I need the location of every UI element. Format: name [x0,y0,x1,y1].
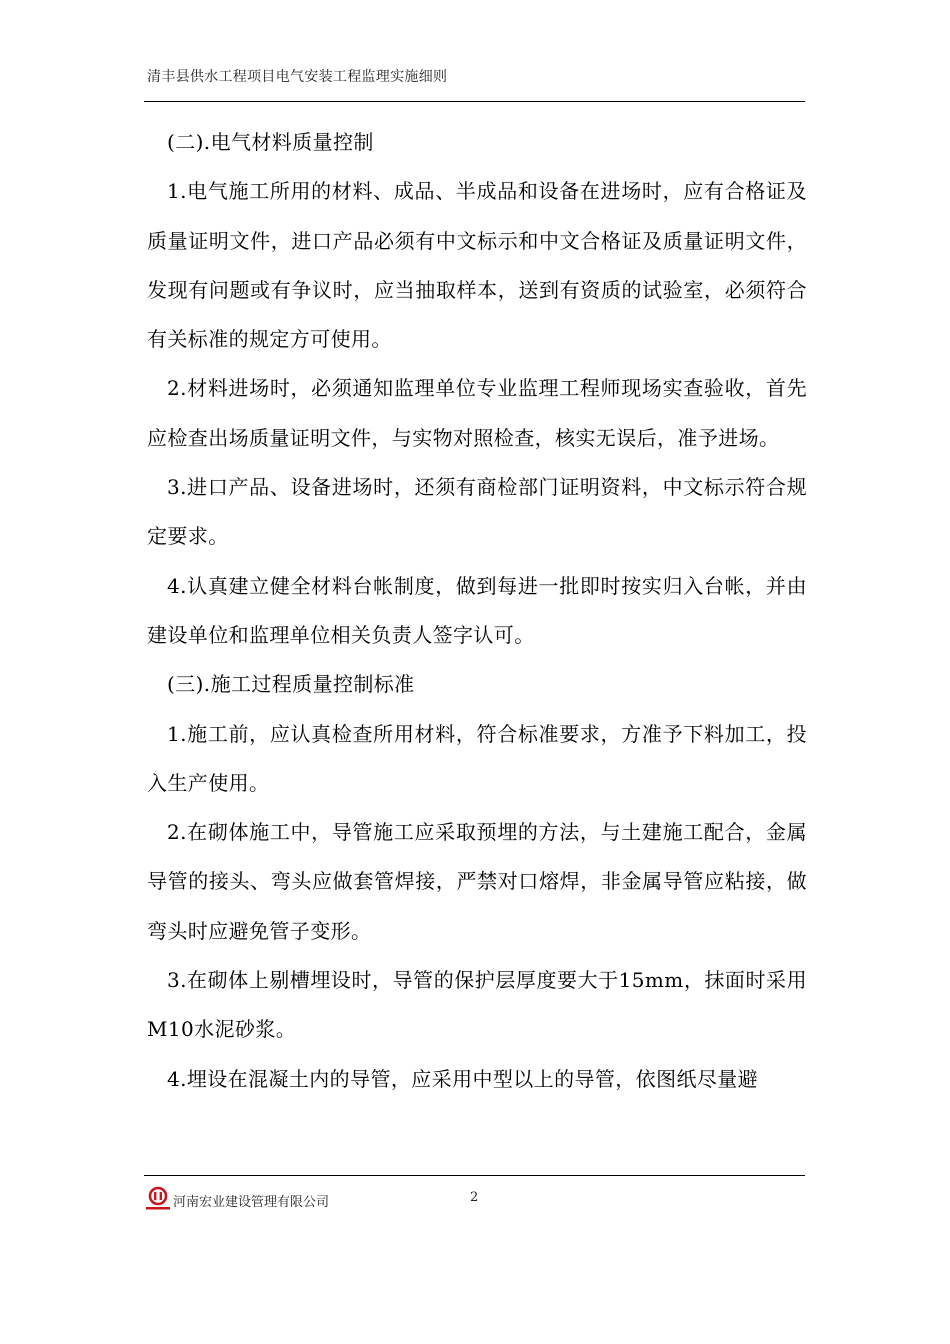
company-logo-icon [144,1186,172,1212]
paragraph: 2.在砌体施工中，导管施工应采取预埋的方法，与土建施工配合，金属导管的接头、弯头应做套管焊接，严禁对口熔焊，非金属导管应粘接，做弯头时应避免管子变形。 [147,820,807,943]
footer-company-name: 河南宏业建设管理有限公司 [173,1195,330,1210]
paragraph: 3.进口产品、设备进场时，还须有商检部门证明资料，中文标示符合规定要求。 [147,475,807,549]
paragraph: 4.埋设在混凝土内的导管，应采用中型以上的导管，依图纸尽量避 [167,1066,759,1091]
page-number: 2 [470,1190,479,1205]
section-heading: (三).施工过程质量控制标准 [167,672,415,697]
paragraph: 1.电气施工所用的材料、成品、半成品和设备在进场时，应有合格证及质量证明文件，进口产品必须有中文标示和中文合格证及质量证明文件，发现有问题或有争议时，应当抽取样本，送到有资质的试验室，必须符合有关标准的规定方可使用。 [147,179,807,352]
document-body [147,118,807,1104]
section-heading: (二).电气材料质量控制 [167,130,374,154]
paragraph: 1.施工前，应认真检查所用材料，符合标准要求，方准予下料加工，投入生产使用。 [147,721,807,795]
paragraph: 2.材料进场时，必须通知监理单位专业监理工程师现场实查验收，首先应检查出场质量证明文件，与实物对照检查，核实无误后，准予进场。 [147,376,807,450]
paragraph: 3.在砌体上剔槽埋设时，导管的保护层厚度要大于15mm，抹面时采用M10水泥砂浆。 [147,968,807,1042]
page-header-title: 清丰县供水工程项目电气安装工程监理实施细则 [147,69,448,85]
footer-divider [144,1175,805,1176]
paragraph: 4.认真建立健全材料台帐制度，做到每进一批即时按实归入台帐，并由建设单位和监理单位相关负责人签字认可。 [147,573,807,647]
header-divider [144,101,805,102]
